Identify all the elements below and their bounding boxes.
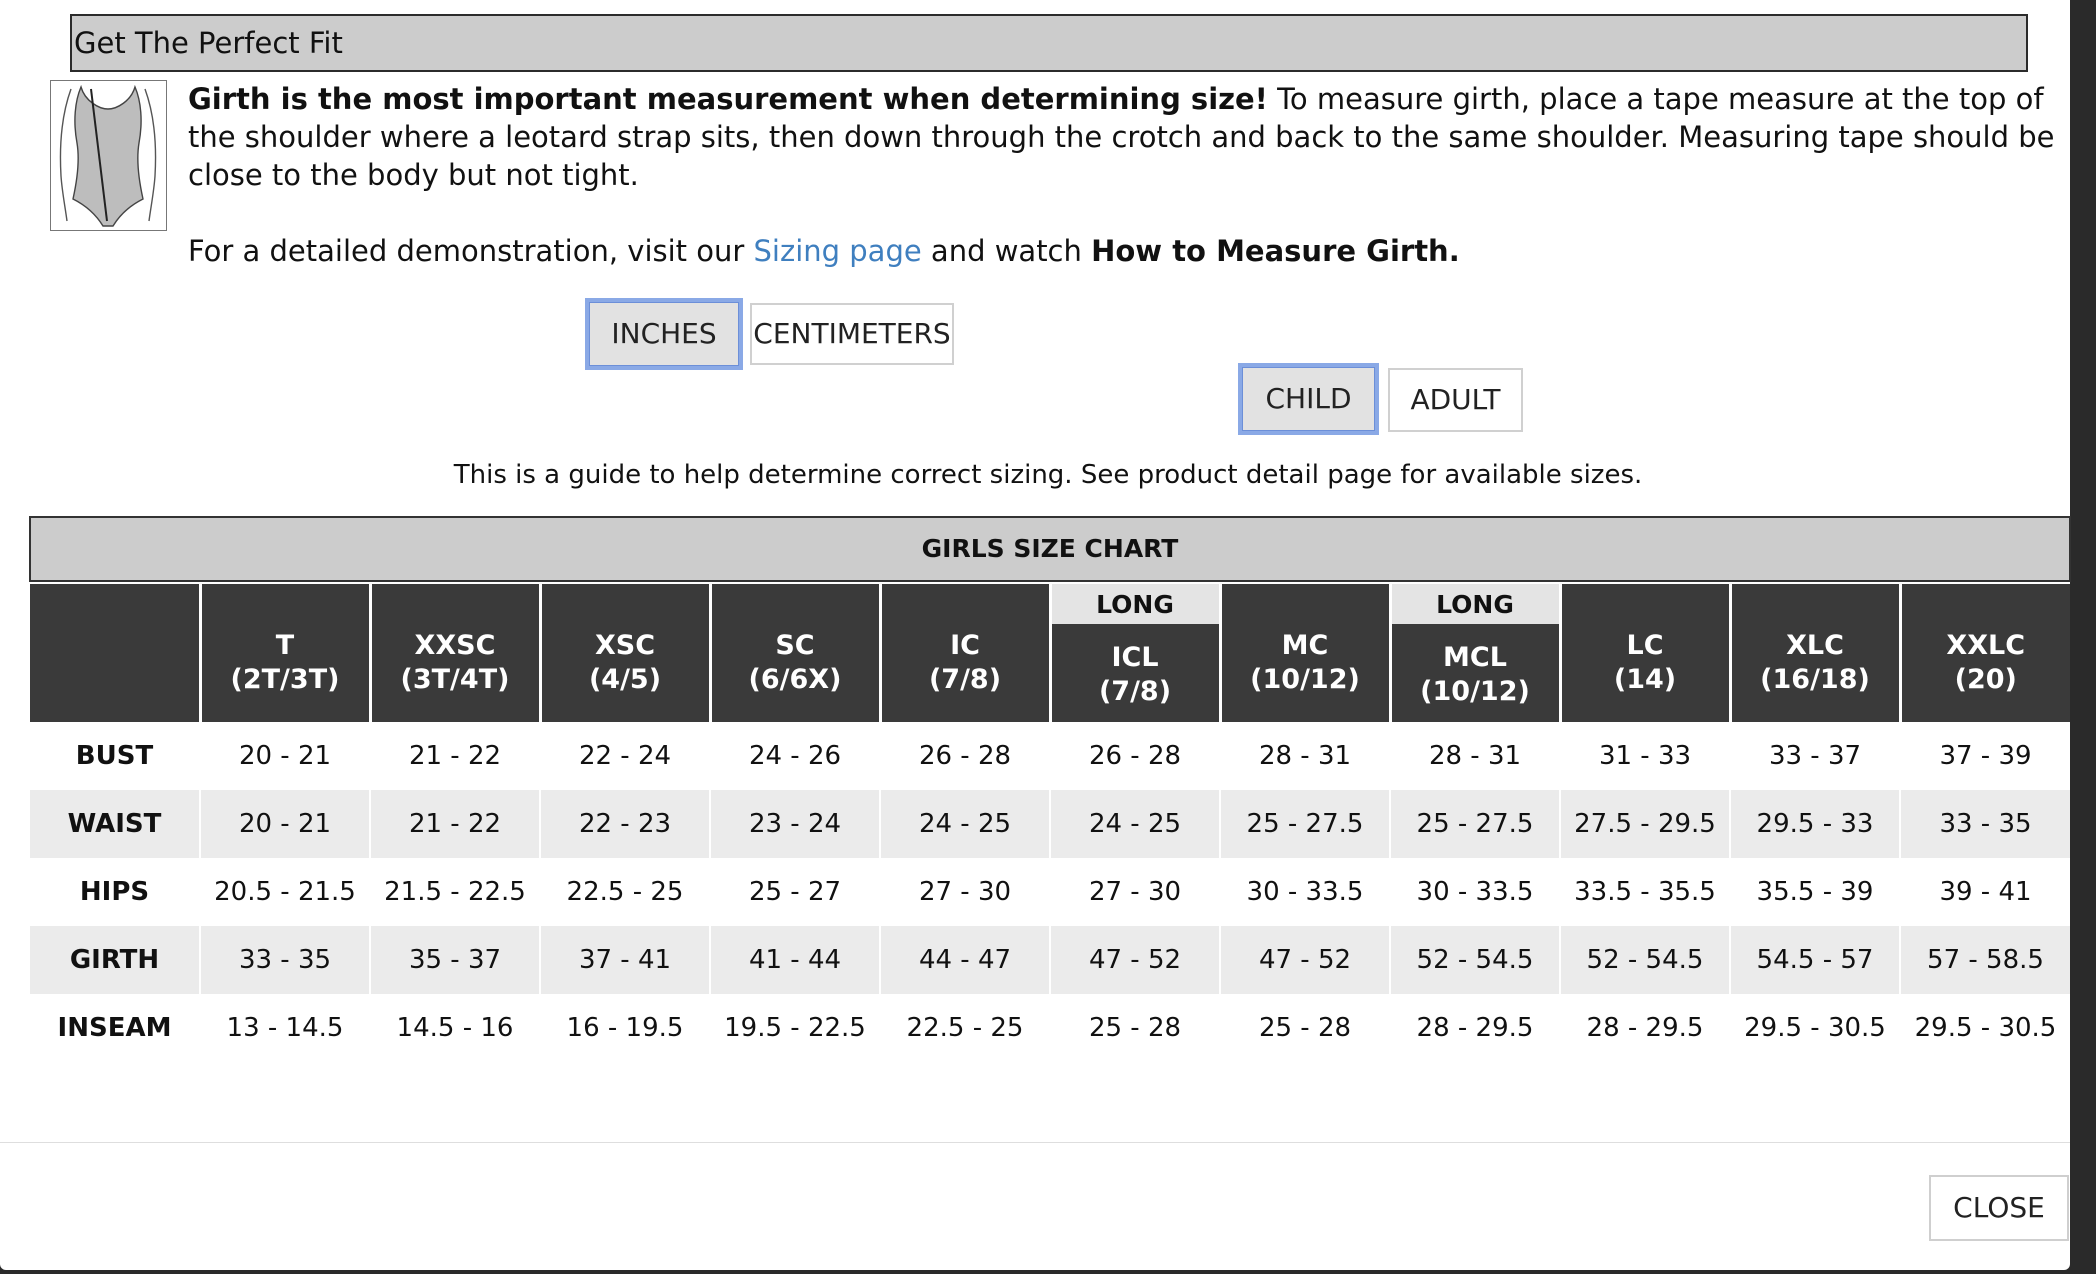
measurement-value: 37 - 41: [540, 926, 710, 994]
description-text: To measure girth, place a tape measure at the top of the shoulder where a leotard strap sits, then down through the crotch and back to the same shoulder. Measuring tape should be close to the body but not tight.: [188, 82, 2055, 192]
measurement-value: 24 - 26: [710, 722, 880, 790]
measurement-value: 33 - 35: [1900, 790, 2070, 858]
size-code: LC: [1626, 630, 1664, 661]
size-header-ic: [880, 584, 1050, 722]
measurement-value: 29.5 - 33: [1730, 790, 1900, 858]
sizing-page-link[interactable]: Sizing page: [753, 234, 922, 268]
measurement-value: 23 - 24: [710, 790, 880, 858]
size-range: (3T/4T): [400, 664, 510, 695]
measurement-value: 33.5 - 35.5: [1560, 858, 1730, 926]
measurement-value: 33 - 35: [200, 926, 370, 994]
size-code: XSC: [594, 630, 656, 661]
size-range: (14): [1613, 664, 1677, 695]
size-header-sc: [710, 584, 880, 722]
table-row: [30, 858, 2070, 926]
measurement-value: 27 - 30: [1050, 858, 1220, 926]
size-header-mc: [1220, 584, 1390, 722]
size-code: IC: [950, 630, 980, 661]
measurement-value: 26 - 28: [880, 722, 1050, 790]
table-row: [30, 790, 2070, 858]
size-range: (7/8): [928, 664, 1002, 695]
size-header-t: [200, 584, 370, 722]
size-code: XXSC: [414, 630, 496, 661]
sizing-guide-text: This is a guide to help determine correct sizing. See product detail page for available sizes.: [453, 460, 1643, 490]
measurement-value: 22.5 - 25: [540, 858, 710, 926]
size-header-mcl: [1390, 624, 1560, 722]
measurement-value: 20.5 - 21.5: [200, 858, 370, 926]
measurement-value: 28 - 29.5: [1560, 994, 1730, 1062]
measurement-label: INSEAM: [57, 1013, 172, 1043]
measurement-value: 24 - 25: [880, 790, 1050, 858]
long-label: LONG: [1390, 584, 1560, 624]
measurement-value: 35.5 - 39: [1730, 858, 1900, 926]
size-header-xxlc: [1900, 584, 2070, 722]
size-range: (20): [1954, 664, 2017, 695]
table-row: [30, 926, 2070, 994]
measurement-value: 35 - 37: [370, 926, 540, 994]
size-code: XXLC: [1946, 630, 2026, 661]
size-range: (10/12): [1420, 676, 1530, 707]
size-header-xsc: [540, 584, 710, 722]
girth-description: [188, 80, 2058, 194]
measurement-value: 25 - 27.5: [1220, 790, 1390, 858]
demonstration-text: [188, 232, 1460, 270]
size-chart-title: GIRLS SIZE CHART: [29, 516, 2071, 582]
measurement-value: 29.5 - 30.5: [1900, 994, 2070, 1062]
measurement-value: 52 - 54.5: [1390, 926, 1560, 994]
measurement-value: 22 - 24: [540, 722, 710, 790]
measurement-value: 29.5 - 30.5: [1730, 994, 1900, 1062]
measurement-value: 27.5 - 29.5: [1560, 790, 1730, 858]
measurement-value: 13 - 14.5: [200, 994, 370, 1062]
size-range: (7/8): [1098, 676, 1172, 707]
centimeters-button[interactable]: CENTIMETERS: [750, 303, 954, 365]
measurement-value: 47 - 52: [1050, 926, 1220, 994]
size-code: T: [275, 630, 295, 661]
demo-prefix: For a detailed demonstration, visit our: [188, 234, 754, 268]
size-header-icl: [1050, 624, 1220, 722]
size-range: (16/18): [1760, 664, 1870, 695]
header-corner-cell: [30, 584, 200, 722]
measurement-value: 37 - 39: [1900, 722, 2070, 790]
measurement-value: 44 - 47: [880, 926, 1050, 994]
inches-button[interactable]: INCHES: [585, 298, 743, 370]
measurement-value: 14.5 - 16: [370, 994, 540, 1062]
measurement-value: 16 - 19.5: [540, 994, 710, 1062]
size-code: MC: [1281, 630, 1329, 661]
measurement-label: HIPS: [79, 877, 150, 907]
adult-button[interactable]: ADULT: [1388, 368, 1523, 432]
measurement-value: 47 - 52: [1220, 926, 1390, 994]
demo-middle: and watch: [921, 234, 1092, 268]
size-header-xlc: [1730, 584, 1900, 722]
measurement-value: 30 - 33.5: [1220, 858, 1390, 926]
measurement-value: 27 - 30: [880, 858, 1050, 926]
size-header-lc: [1560, 584, 1730, 722]
measurement-value: 57 - 58.5: [1900, 926, 2070, 994]
measurement-value: 28 - 29.5: [1390, 994, 1560, 1062]
size-code: XLC: [1786, 630, 1844, 661]
measurement-value: 22 - 23: [540, 790, 710, 858]
measurement-value: 21.5 - 22.5: [370, 858, 540, 926]
measurement-value: 54.5 - 57: [1730, 926, 1900, 994]
leotard-girth-illustration: [50, 80, 167, 231]
size-code: MCL: [1443, 642, 1507, 673]
measurement-value: 25 - 27: [710, 858, 880, 926]
measurement-value: 25 - 28: [1220, 994, 1390, 1062]
measurement-value: 20 - 21: [200, 790, 370, 858]
size-range: (10/12): [1250, 664, 1360, 695]
measurement-value: 30 - 33.5: [1390, 858, 1560, 926]
measurement-value: 41 - 44: [710, 926, 880, 994]
measurement-value: 28 - 31: [1390, 722, 1560, 790]
size-header-xxsc: [370, 584, 540, 722]
measurement-value: 26 - 28: [1050, 722, 1220, 790]
size-range: (6/6X): [748, 664, 842, 695]
measurement-value: 33 - 37: [1730, 722, 1900, 790]
measurement-label: GIRTH: [30, 926, 200, 994]
size-code: ICL: [1111, 642, 1159, 673]
size-code: SC: [775, 630, 815, 661]
measurement-value: 24 - 25: [1050, 790, 1220, 858]
long-label: LONG: [1050, 584, 1220, 624]
table-row: [30, 722, 2070, 790]
table-row: [30, 994, 2070, 1062]
measurement-value: 20 - 21: [200, 722, 370, 790]
measurement-value: 25 - 28: [1050, 994, 1220, 1062]
measurement-value: 31 - 33: [1560, 722, 1730, 790]
girls-size-chart: [30, 584, 2070, 1062]
measurement-value: 52 - 54.5: [1560, 926, 1730, 994]
measurement-value: 39 - 41: [1900, 858, 2070, 926]
modal-title: Get The Perfect Fit: [70, 14, 2028, 72]
measurement-value: 21 - 22: [370, 722, 540, 790]
footer-divider: [0, 1142, 2070, 1143]
size-range: (4/5): [588, 664, 662, 695]
measurement-value: 21 - 22: [370, 790, 540, 858]
size-range: (2T/3T): [230, 664, 340, 695]
how-to-measure-girth: How to Measure Girth.: [1091, 234, 1460, 268]
measurement-value: 22.5 - 25: [880, 994, 1050, 1062]
child-button[interactable]: CHILD: [1238, 363, 1379, 435]
measurement-label: BUST: [75, 741, 154, 771]
measurement-label: WAIST: [30, 790, 200, 858]
measurement-value: 28 - 31: [1220, 722, 1390, 790]
description-bold: Girth is the most important measurement when determining size!: [188, 82, 1268, 116]
measurement-value: 19.5 - 22.5: [710, 994, 880, 1062]
close-button[interactable]: CLOSE: [1929, 1175, 2069, 1241]
measurement-value: 25 - 27.5: [1390, 790, 1560, 858]
leotard-illustration-icon: [51, 81, 165, 229]
